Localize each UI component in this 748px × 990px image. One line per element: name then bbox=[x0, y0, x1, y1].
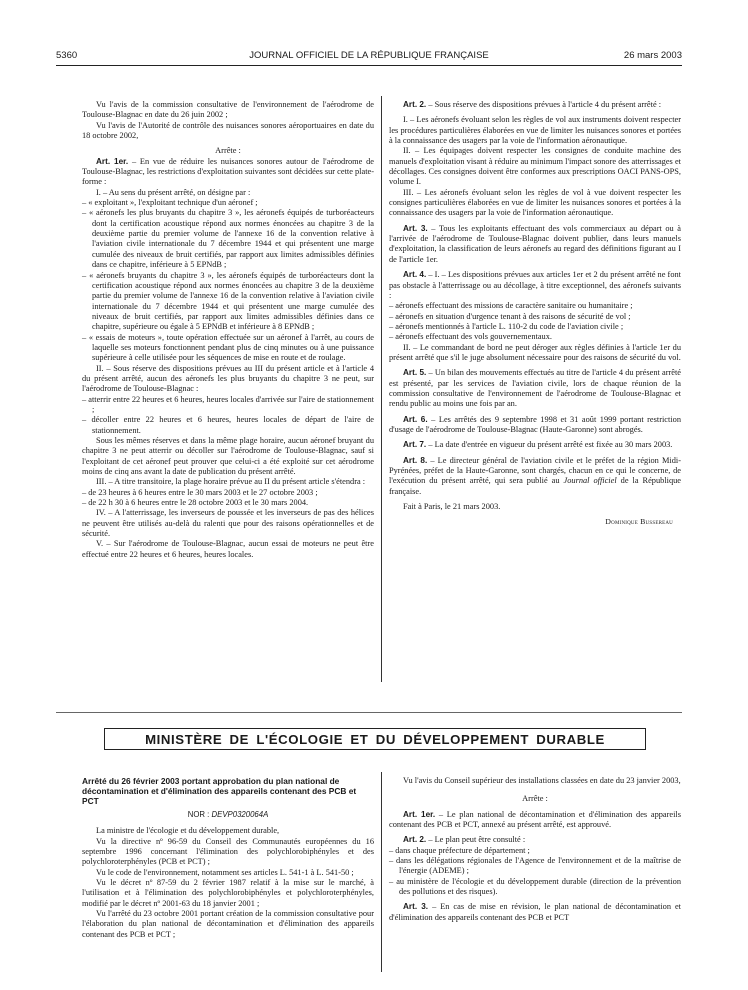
article-text: – Un bilan des mouvements effectués au titre de l'article 4 du présent arrêté est présenté, par les services de l'aviation civile, lors de chaque réunion de la commission consultative de l'environnement de l'aérodrome de Toulouse-Blagnac et rendu public au moins une fois par an. bbox=[389, 368, 681, 409]
column-divider bbox=[381, 96, 382, 682]
section-i-intro: I. – Au sens du présent arrêté, on désigne par : bbox=[96, 187, 251, 197]
visa-paragraph: Vu l'avis de l'Autorité de contrôle des nuisances sonores aéroportuaires en date du 18 octobre 2002, bbox=[82, 120, 374, 141]
visa-paragraph: Vu le code de l'environnement, notamment ses articles L. 541-1 à L. 541-50 ; bbox=[96, 867, 354, 877]
article-text: de la République française. bbox=[389, 476, 681, 496]
visa-paragraph: Vu l'avis du Conseil supérieur des installations classées en date du 23 janvier 2003, bbox=[403, 776, 681, 785]
definition-item: – « exploitant », l'exploitant technique d'un aéronef ; bbox=[82, 198, 258, 208]
definition-item: – « aéronefs bruyants du chapitre 3 », les aéronefs équipés de turboréacteurs dont la certification acoustique répond aux normes énoncées au chapitre 3 de la deuxième partie du premier volume de l'annexe 16 de la convention relative à l'aviation civile internationale du 7 décembre 1944 et qui présentent une marge cumulée des niveaux de bruit certifiés, par rapport aux limites admissibles définies dans ce chapitre, supérieure ou égale à 5 EPNdB et inférieure à 8 EPNdB ; bbox=[82, 270, 374, 332]
consultation-item: – dans les délégations régionales de l'Agence de l'environnement et de la maîtrise de l'énergie (ADEME) ; bbox=[389, 856, 681, 876]
visa-paragraph: Vu l'arrêté du 23 octobre 2001 portant création de la commission consultative pour l'élaboration du plan national de décontamination et d'élimination des appareils contenant des PCB et PCT ; bbox=[82, 909, 374, 939]
article-text: – I. – Les dispositions prévues aux articles 1er et 2 du présent arrêté ne font pas obstacle à l'atterrissage ou au décollage, à titre exceptionnel, des aéronefs suivants : bbox=[389, 270, 681, 300]
article-label: Art. 4. bbox=[403, 270, 427, 280]
exception-item: – aéronefs en situation d'urgence tenant à des raisons de sécurité de vol ; bbox=[389, 311, 631, 321]
decree-title: Arrêté du 26 février 2003 portant approbation du plan national de décontamination et d'élimination des appareils contenant des PCB et PCT bbox=[82, 776, 357, 806]
article-text: – La date d'entrée en vigueur du présent arrêté est fixée au 30 mars 2003. bbox=[428, 440, 673, 450]
section-ii-intro: II. – Sous réserve des dispositions prévues au III du présent article et à l'article 4 du présent arrêté, aucun des aéronefs les plus bruyants du chapitre 3 ne peut, sur l'aérodrome de Toulouse-Blagnac : bbox=[82, 363, 374, 394]
article-text: – Les arrêtés des 9 septembre 1998 et 31 août 1999 portant restriction d'usage de l'aérodrome de Toulouse-Blagnac (Haute-Garonne) sont abrogés. bbox=[389, 414, 681, 434]
page-number: 5360 bbox=[56, 50, 78, 61]
consultation-item: – au ministère de l'écologie et du développement durable (direction de la prévention des pollutions et des risques). bbox=[389, 876, 681, 897]
arrete-heading: Arrête : bbox=[522, 794, 548, 804]
visa-paragraph: Vu l'avis de la commission consultative de l'environnement de l'aérodrome de Toulouse-Blagnac en date du 26 juin 2002 ; bbox=[82, 100, 374, 120]
exception-item: – aéronefs effectuant des missions de caractère sanitaire ou humanitaire ; bbox=[389, 301, 633, 311]
restriction-item: – décoller entre 22 heures et 6 heures, heures locales de départ de l'aire de stationnement. bbox=[82, 415, 374, 435]
page-header bbox=[56, 50, 682, 64]
article-paragraph: III. – Les aéronefs évoluant selon les règles de vol à vue doivent respecter les consignes particulières élaborées en vue de limiter les nuisances sonores et portées à la connaissance des usagers par la voie de l'information aéronautique. bbox=[389, 187, 681, 218]
journal-reference: Journal officiel bbox=[563, 476, 617, 486]
article-label: Art. 3. bbox=[403, 223, 428, 233]
article-label: Art. 2. bbox=[403, 835, 427, 845]
article-label: Art. 2. bbox=[403, 100, 427, 109]
nor-label: NOR : bbox=[187, 810, 212, 819]
decree2-right-column bbox=[389, 776, 681, 923]
consultation-item: – dans chaque préfecture de département ; bbox=[389, 845, 530, 855]
article-paragraph: II. – Les équipages doivent respecter les consignes de conduite machine des manuels d'exploitation visant à réduire au minimum l'impact sonore des atterrissages et décollages. Ces consignes doivent être conformes aux prescriptions OACI PANS-OPS, volume I. bbox=[389, 146, 681, 187]
article-label: Art. 1er. bbox=[96, 156, 129, 166]
visa-paragraph: Vu la directive nº 96-59 du Conseil des Communautés européennes du 16 septembre 1996 concernant l'élimination des polychlorobiphényles et des polychloroterphényles (PCB et PCT) ; bbox=[82, 836, 374, 867]
article-label: Art. 5. bbox=[403, 368, 427, 378]
restriction-item: – atterrir entre 22 heures et 6 heures, heures locales d'arrivée sur l'aire de stationnement ; bbox=[82, 394, 374, 414]
article-text: – En cas de mise en révision, le plan national de décontamination et d'élimination des appareils contenant des PCB et PCT bbox=[389, 902, 681, 922]
decree-intro: La ministre de l'écologie et du développement durable, bbox=[96, 826, 280, 836]
article-label: Art. 6. bbox=[403, 414, 428, 424]
column-divider bbox=[381, 772, 382, 972]
transition-item: – de 22 h 30 à 6 heures entre le 28 octobre 2003 et le 30 mars 2004. bbox=[82, 498, 309, 508]
article-paragraph: I. – Les aéronefs évoluant selon les règles de vol aux instruments doivent respecter les procédures particulières élaborées en vue de limiter les nuisances sonores et portées à la connaissance des usagers par la voie de l'information aéronautique. bbox=[389, 115, 681, 146]
section-v: V. – Sur l'aérodrome de Toulouse-Blagnac, aucun essai de moteurs ne peut être effectué entre 22 heures et 6 heures, heures locales. bbox=[82, 539, 374, 559]
article-paragraph: II. – Le commandant de bord ne peut déroger aux règles définies à l'article 1er du présent arrêté que s'il le juge absolument nécessaire pour des raisons de sécurité du vol. bbox=[389, 342, 681, 362]
article-text: – Le directeur général de l'aviation civile et le préfet de la région Midi-Pyrénées, préfet de la Haute-Garonne, sont chargés, chacun en ce qui le concerne, de l'exécution du présent arrêté, qui sera publié au bbox=[389, 455, 681, 486]
article-text: – Le plan peut être consulté : bbox=[428, 835, 526, 845]
issue-date: 26 mars 2003 bbox=[623, 50, 682, 61]
done-at: Fait à Paris, le 21 mars 2003. bbox=[403, 502, 501, 512]
decree2-left-column bbox=[82, 776, 374, 940]
article-label: Art. 1er. bbox=[403, 809, 436, 819]
nor-reference bbox=[82, 810, 374, 820]
signatory: Dominique Bussereau bbox=[605, 517, 673, 527]
article-text: – Sous réserve des dispositions prévues à l'article 4 du présent arrêté : bbox=[428, 100, 662, 109]
article-label: Art. 8. bbox=[403, 455, 428, 465]
transition-item: – de 23 heures à 6 heures entre le 30 mars 2003 et le 27 octobre 2003 ; bbox=[82, 487, 318, 497]
nor-code: DEVP0320064A bbox=[211, 810, 269, 819]
ministry-banner bbox=[104, 728, 646, 750]
article-label: Art. 3. bbox=[403, 902, 429, 912]
section-ii-paragraph: Sous les mêmes réserves et dans la même plage horaire, aucun aéronef bruyant du chapitre 3 ne peut atterrir ou décoller sur l'aérodrome de Toulouse-Blagnac, sauf si l'exploitant de cet aéronef peut prouver que celui-ci a été exploité sur cet aérodrome moins de cinq ans avant la date de publication du présent arrêté. bbox=[82, 436, 374, 477]
section-rule bbox=[56, 712, 682, 713]
section-iv: IV. – A l'atterrissage, les inverseurs de poussée et les inverseurs de pas des hélices ne peuvent être utilisés au-delà du ralenti que pour des raisons opérationnelles et de sécurité. bbox=[82, 508, 374, 539]
decree1-left-column bbox=[82, 100, 374, 560]
definition-item: – « essais de moteurs », toute opération effectuée sur un aéronef à l'arrêt, au cours de laquelle ses moteurs fonctionnent pendant plus de cinq minutes ou à une puissance supérieure à celle utilisée pour les séquences de mise en route et de roulage. bbox=[82, 332, 374, 363]
header-rule bbox=[56, 65, 682, 66]
decree1-right-column bbox=[389, 100, 681, 528]
exception-item: – aéronefs mentionnés à l'article L. 110-2 du code de l'aviation civile ; bbox=[389, 321, 624, 331]
article-text: – En vue de réduire les nuisances sonores autour de l'aérodrome de Toulouse-Blagnac, les restrictions d'exploitation suivantes sont décidées sur cette plate-forme : bbox=[82, 156, 374, 187]
exception-item: – aéronefs effectuant des vols gouvernementaux. bbox=[389, 332, 552, 342]
article-text: – Le plan national de décontamination et d'élimination des appareils contenant des PCB et PCT, annexé au présent arrêté, est approuvé. bbox=[389, 809, 681, 830]
journal-title: JOURNAL OFFICIEL DE LA RÉPUBLIQUE FRANÇAISE bbox=[249, 50, 489, 61]
section-iii-intro: III. – A titre transitoire, la plage horaire prévue au II du présent article s'étendra : bbox=[96, 477, 366, 487]
article-text: – Tous les exploitants effectuant des vols commerciaux au départ ou à l'arrivée de l'aérodrome de Toulouse-Blagnac doivent publier, dans leurs manuels d'exploitation, la classification de leurs aéronefs au regard des définitions figurant au I de l'article 1er. bbox=[389, 223, 681, 264]
visa-paragraph: Vu le décret nº 87-59 du 2 février 1987 relatif à la mise sur le marché, à l'utilisation et à l'élimination des polychlorobiphényles et polychloroterphényles, modifié par le décret nº 2001-63 du 18 janvier 2001 ; bbox=[82, 878, 374, 908]
arrete-heading: Arrête : bbox=[215, 146, 241, 156]
definition-item: – « aéronefs les plus bruyants du chapitre 3 », les aéronefs équipés de turboréacteurs dont la certification acoustique répond aux normes énoncées au chapitre 3 de la deuxième partie du premier volume de l'annexe 16 de la convention relative à l'aviation civile internationale du 7 décembre 1944 et qui présentent une marge cumulée des niveaux de bruit certifiés, par rapport aux limites admissibles définies dans ce chapitre, inférieure à 5 EPNdB ; bbox=[82, 208, 374, 270]
article-label: Art. 7. bbox=[403, 440, 427, 450]
ministry-title: MINISTÈRE DE L'ÉCOLOGIE ET DU DÉVELOPPEMENT DURABLE bbox=[145, 731, 605, 747]
